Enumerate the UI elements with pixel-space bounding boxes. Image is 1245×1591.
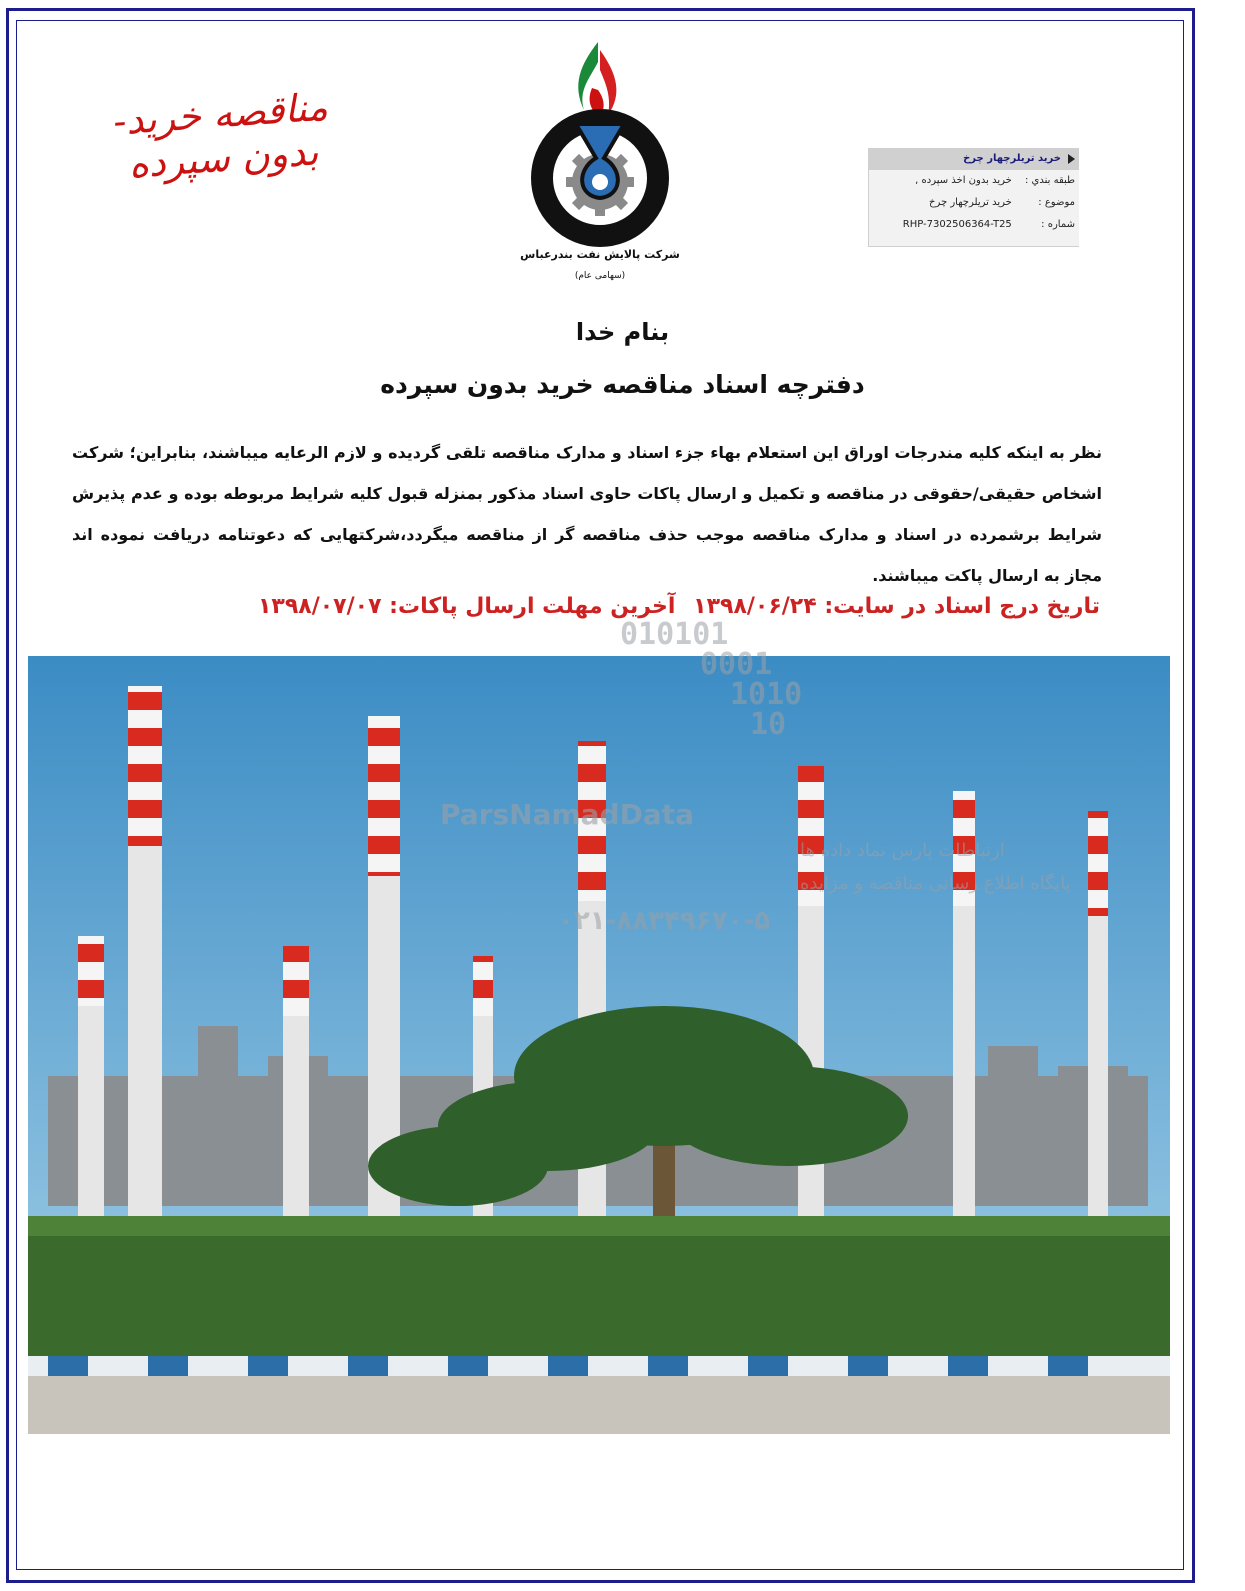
refinery-photo: [28, 656, 1170, 1434]
info-box-title: خريد تريلرچهار چرخ: [963, 153, 1061, 164]
wm-line2: پایگاه اطلاع رسانی مناقصه و مزایده: [800, 873, 1071, 894]
basmala-heading: بنام خدا: [575, 318, 670, 346]
tender-info-box: [868, 148, 1079, 247]
document-title: دفترچه اسناد مناقصه خرید بدون سپرده: [380, 370, 865, 399]
wm-digits-3: 1010: [730, 677, 803, 712]
expand-arrow-icon[interactable]: [1068, 154, 1075, 164]
logo-company-name: شرکت پالایش نفت بندرعباس: [520, 248, 680, 261]
logo-abbr: B.O.R.C: [572, 227, 628, 242]
hedge: [28, 1216, 1170, 1356]
handwritten-title: مناقصه خرید- بدون سپرده: [111, 84, 330, 187]
wm-line1: ارتباطات پارس نماد داده ها: [800, 840, 1005, 861]
wm-brand: ParsNamadData: [440, 798, 694, 831]
info-label: شماره :: [1041, 219, 1075, 230]
wm-phone: ۰۲۱-۸۸۳۴۹۶۷۰-۵: [557, 906, 770, 936]
road: [28, 1376, 1170, 1434]
info-label: موضوع :: [1038, 197, 1075, 208]
info-value: خريد تريلرچهار چرخ: [928, 197, 1012, 208]
logo-company-type: (سهامی عام): [574, 271, 626, 281]
wm-digits-2: 0001: [700, 647, 773, 682]
info-label: طبقه بندي :: [1025, 175, 1075, 186]
info-row-subject: [869, 192, 1079, 214]
info-row-number: [869, 214, 1079, 236]
wm-digits-4: 10: [750, 707, 787, 742]
info-box-header[interactable]: [869, 148, 1079, 170]
info-value: RHP-7302506364-T25: [902, 219, 1012, 230]
info-value: خريد بدون اخذ سپرده ,: [915, 175, 1012, 186]
tender-conditions-paragraph: نظر به اینکه کلیه مندرجات اوراق این استعلام بهاء جزء اسناد و مدارک مناقصه تلقی گردیده و لازم الرعایه میباشند، بنابراین؛ شرکت اشخاص حقیقی/حقوقی در مناقصه و تکمیل و ارسال پاکات حاوی اسناد مذکور بمنزله قبول کلیه شرایط مربوطه بوده و عدم پذیرش شرایط برشمرده در اسناد و مدارک مناقصه موجب حذف مناقصه گر از مناقصه میگردد،شرکتهایی که دعوتنامه دریافت نموده اند مجاز به ارسال پاکت میباشند.: [72, 443, 1102, 585]
info-row-category: [869, 170, 1079, 192]
wm-digits-1: 010101: [620, 617, 729, 652]
company-logo: [500, 40, 700, 290]
posting-date: تاریخ درج اسناد در سایت: ۱۳۹۸/۰۶/۲۴: [693, 594, 1100, 619]
submission-deadline: آخرین مهلت ارسال پاکات: ۱۳۹۸/۰۷/۰۷: [258, 594, 676, 619]
